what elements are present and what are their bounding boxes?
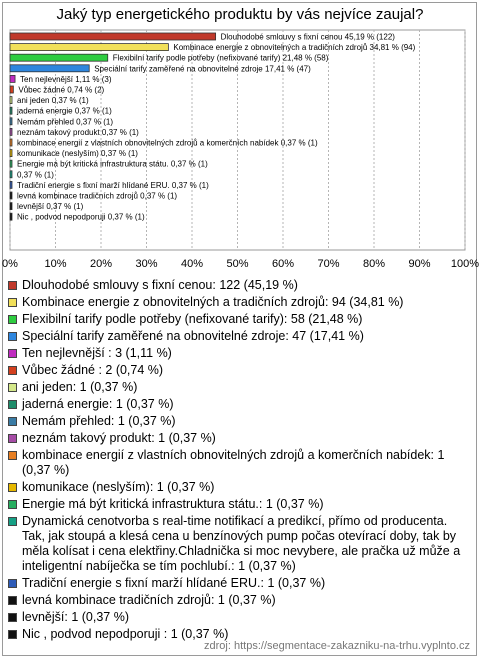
bar	[10, 97, 12, 104]
bar	[10, 160, 12, 167]
legend-swatch	[8, 298, 17, 307]
legend-swatch	[8, 613, 17, 622]
chart-title: Jaký typ energetického produktu by vás nejvíce zaujal?	[56, 6, 424, 23]
bar-label: levná kombinace tradičních zdrojů 0,37 % (1)	[17, 191, 178, 201]
bar-label: Speciální tarify zaměřené na obnovitelné zdroje 17,41 % (47)	[94, 64, 311, 74]
legend-swatch	[8, 366, 17, 375]
bar	[10, 33, 216, 40]
legend-label: Dlouhodobé smlouvy s fixní cenou: 122 (45,19 %)	[22, 278, 298, 292]
x-tick-label: 90%	[408, 258, 431, 270]
bar-chart	[0, 0, 480, 280]
legend-swatch	[8, 349, 17, 358]
legend-label: Nic , podvod nepodporuji : 1 (0,37 %)	[22, 627, 229, 641]
legend-label: Energie má být kritická infrastruktura státu.: 1 (0,37 %)	[22, 497, 324, 511]
legend-item	[6, 431, 472, 446]
legend-item	[6, 380, 472, 395]
legend-label: Vůbec žádné : 2 (0,74 %)	[22, 363, 164, 377]
bar-label: Dlouhodobé smlouvy s fixní cenou 45,19 % (122)	[220, 32, 395, 42]
bar-label: Vůbec žádné 0,74 % (2)	[18, 85, 105, 95]
legend-label: levnější: 1 (0,37 %)	[22, 610, 129, 624]
legend-swatch	[8, 281, 17, 290]
legend-swatch	[8, 332, 17, 341]
x-tick-label: 0%	[2, 258, 18, 270]
bar	[10, 213, 12, 220]
legend-item	[6, 312, 472, 327]
x-tick-label: 70%	[317, 258, 340, 270]
bar-label: ani jeden 0,37 % (1)	[17, 96, 89, 106]
legend-swatch	[8, 630, 17, 639]
legend-label: Ten nejlevnější : 3 (1,11 %)	[22, 346, 172, 360]
bar-label: Ten nejlevnější 1,11 % (3)	[20, 74, 112, 84]
legend-label: Dynamická cenotvorba s real-time notifikací a predikcí, přímo od producenta. Tak, jak stoupá a klesá cena u benzínových pump počas otevírací doby, tak by měla kolísat i cena elektřiny.Chladnička si moc nevybere, ale pračka už může a inteligentní nabíječka se tím pochlubí.: 1 (0,37 %)	[22, 514, 461, 573]
bar-label: levnější 0,37 % (1)	[17, 202, 84, 212]
legend-label: levná kombinace tradičních zdrojů: 1 (0,37 %)	[22, 593, 276, 607]
legend-item	[6, 497, 472, 512]
legend-item	[6, 295, 472, 310]
legend-label: neznám takový produkt: 1 (0,37 %)	[22, 431, 216, 445]
legend-swatch	[8, 483, 17, 492]
legend-label: komunikace (neslyším): 1 (0,37 %)	[22, 480, 215, 494]
x-tick-label: 80%	[362, 258, 386, 270]
bar-label: neznám takový produkt 0,37 % (1)	[17, 127, 139, 137]
bar-label: Tradiční energie s fixní marží hlídané ERU. 0,37 % (1)	[17, 180, 209, 190]
bar	[10, 65, 89, 72]
bar-label: jaderná energie 0,37 % (1)	[17, 106, 112, 116]
bar	[10, 86, 13, 93]
legend-item	[6, 346, 472, 361]
bar-label: komunikace (neslyším) 0,37 % (1)	[17, 149, 138, 159]
bar-label: Kombinace energie z obnovitelných a tradičních zdrojů 34,81 % (94)	[173, 43, 416, 53]
legend-swatch	[8, 383, 17, 392]
legend-item	[6, 363, 472, 378]
bar	[10, 107, 12, 114]
legend-label: kombinace energií z vlastních obnovitelných zdrojů a komerčních nabídek: 1 (0,37 %)	[22, 448, 445, 477]
x-tick-label: 30%	[135, 258, 158, 270]
bar-label: Energie má být kritická infrastruktura státu. 0,37 % (1)	[17, 159, 208, 169]
bar-label: Flexibilní tarify podle potřeby (nefixované tarify) 21,48 % (58)	[112, 53, 329, 63]
legend-label: Kombinace energie z obnovitelných a tradičních zdrojů: 94 (34,81 %)	[22, 295, 404, 309]
source-text: zdroj: https://segmentace-zakazniku-na-trhu.vyplnto.cz	[204, 640, 470, 652]
bar	[10, 192, 12, 199]
legend-item	[6, 397, 472, 412]
chart-legend	[6, 278, 472, 644]
legend-item	[6, 593, 472, 608]
bar-label: Nemám přehled 0,37 % (1)	[17, 117, 114, 127]
legend-item	[6, 514, 472, 574]
bar	[10, 75, 15, 82]
x-tick-label: 20%	[89, 258, 113, 270]
legend-label: Speciální tarify zaměřené na obnovitelné zdroje: 47 (17,41 %)	[22, 329, 364, 343]
bar	[10, 150, 12, 157]
legend-swatch	[8, 315, 17, 324]
x-tick-label: 60%	[271, 258, 295, 270]
x-tick-label: 40%	[180, 258, 204, 270]
bar	[10, 54, 108, 61]
x-tick-label: 100%	[450, 258, 480, 270]
legend-item	[6, 480, 472, 495]
bar	[10, 171, 12, 178]
bar-label: kombinace energií z vlastních obnovitelných zdrojů a komerčních nabídek 0,37 % (1)	[17, 138, 318, 148]
legend-label: Nemám přehled: 1 (0,37 %)	[22, 414, 176, 428]
legend-item	[6, 329, 472, 344]
legend-item	[6, 576, 472, 591]
bar	[10, 128, 12, 135]
legend-swatch	[8, 451, 17, 460]
legend-swatch	[8, 517, 17, 526]
legend-swatch	[8, 500, 17, 509]
bar-label: 0,37 % (1)	[17, 170, 54, 180]
legend-swatch	[8, 579, 17, 588]
bar	[10, 181, 12, 188]
legend-label: ani jeden: 1 (0,37 %)	[22, 380, 138, 394]
legend-label: Flexibilní tarify podle potřeby (nefixované tarify): 58 (21,48 %)	[22, 312, 363, 326]
legend-swatch	[8, 434, 17, 443]
bar	[10, 118, 12, 125]
bar	[10, 44, 168, 51]
legend-label: jaderná energie: 1 (0,37 %)	[22, 397, 174, 411]
legend-swatch	[8, 400, 17, 409]
legend-item	[6, 278, 472, 293]
legend-label: Tradiční energie s fixní marží hlídané ERU.: 1 (0,37 %)	[22, 576, 326, 590]
bar-label: Nic , podvod nepodporuji 0,37 % (1)	[17, 212, 145, 222]
legend-swatch	[8, 596, 17, 605]
legend-swatch	[8, 417, 17, 426]
legend-item	[6, 414, 472, 429]
legend-item	[6, 448, 472, 478]
x-tick-label: 50%	[226, 258, 249, 270]
bar	[10, 139, 12, 146]
x-tick-label: 10%	[44, 258, 67, 270]
legend-item	[6, 610, 472, 625]
bar	[10, 203, 12, 210]
